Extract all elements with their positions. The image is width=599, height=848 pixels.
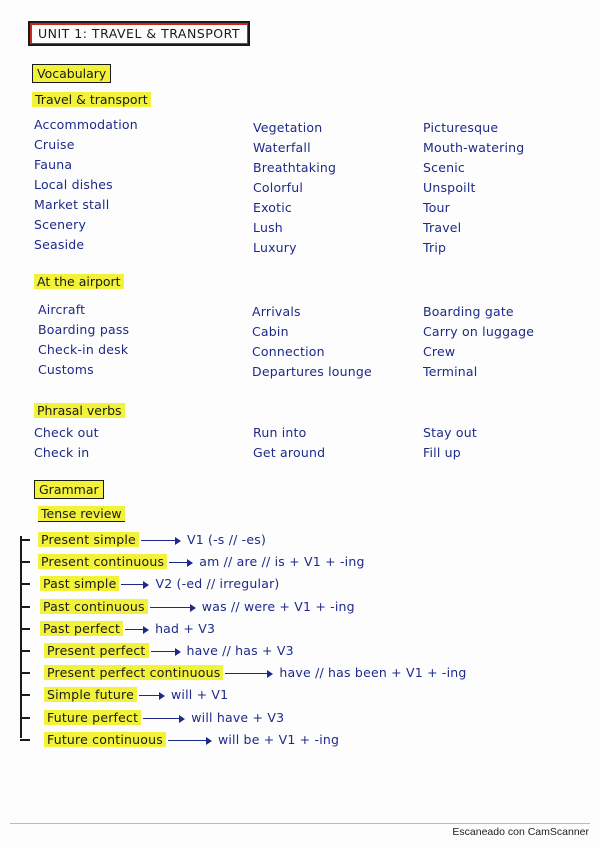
- vocab-word: Vegetation: [253, 120, 323, 135]
- vocab-word: Unspoilt: [423, 180, 476, 195]
- tense-row: [38, 530, 266, 550]
- vocab-word: Check-in desk: [38, 342, 129, 357]
- tense-formula: will be + V1 + -ing: [217, 732, 340, 747]
- bracket-tick: [20, 650, 30, 652]
- vocab-word: Luxury: [253, 240, 297, 255]
- tense-name: Present perfect continuous: [44, 665, 223, 680]
- arrow-icon: [225, 673, 271, 675]
- tense-formula: will have + V3: [191, 710, 285, 725]
- scanner-watermark: Escaneado con CamScanner: [452, 826, 589, 838]
- vocab-word: Scenic: [423, 160, 465, 175]
- tense-row: [44, 663, 467, 683]
- vocab-word: Travel: [423, 220, 462, 235]
- bracket-tick: [20, 539, 30, 541]
- tense-formula: V2 (-ed // irregular): [155, 576, 280, 591]
- tense-row: [40, 597, 355, 617]
- vocab-word: Picturesque: [423, 120, 499, 135]
- vocab-word: Exotic: [253, 200, 293, 215]
- vocab-word: Boarding gate: [423, 304, 514, 319]
- tense-formula: V1 (-s // -es): [186, 532, 267, 547]
- arrow-icon: [151, 651, 179, 653]
- tense-name: Past perfect: [40, 621, 123, 636]
- vocab-word: Boarding pass: [38, 322, 130, 337]
- vocab-word: Run into: [253, 425, 307, 440]
- vocab-word: Mouth-watering: [423, 140, 525, 155]
- vocab-word: Customs: [38, 362, 94, 377]
- tense-formula: had + V3: [155, 621, 216, 636]
- tense-heading: Tense review: [38, 506, 125, 521]
- arrow-icon: [125, 629, 147, 631]
- vocab-word: Seaside: [34, 237, 85, 252]
- tense-row: [44, 708, 284, 728]
- vocab-word: Scenery: [34, 217, 87, 232]
- tense-formula: have // has been + V1 + -ing: [279, 665, 467, 680]
- vocab-word: Breathtaking: [253, 160, 337, 175]
- bracket-tick: [20, 606, 30, 608]
- phrasal-heading: Phrasal verbs: [34, 403, 125, 418]
- vocab-word: Check out: [34, 425, 99, 440]
- arrow-icon: [169, 562, 191, 564]
- tense-formula: am // are // is + V1 + -ing: [199, 554, 365, 569]
- travel-col-2: [253, 118, 336, 258]
- airport-col-2: [252, 302, 372, 382]
- tense-row: [44, 641, 294, 661]
- bracket-tick: [20, 739, 30, 741]
- tense-row: [40, 619, 215, 639]
- travel-heading: Travel & transport: [32, 92, 151, 107]
- vocab-word: Local dishes: [34, 177, 113, 192]
- unit-title: UNIT 1: TRAVEL & TRANSPORT: [28, 21, 250, 46]
- arrow-icon: [168, 740, 210, 742]
- tense-name: Future perfect: [44, 710, 141, 725]
- airport-col-1: [38, 300, 129, 380]
- bracket-tick: [20, 717, 30, 719]
- arrow-icon: [150, 607, 194, 609]
- vocab-word: Carry on luggage: [423, 324, 535, 339]
- vocabulary-heading: Vocabulary: [32, 66, 111, 81]
- vocab-word: Fauna: [34, 157, 73, 172]
- tense-formula: will + V1: [170, 687, 229, 702]
- footer-divider: [10, 823, 590, 824]
- bracket-tick: [20, 672, 30, 674]
- vocab-word: Cabin: [252, 324, 289, 339]
- tense-name: Future continuous: [44, 732, 166, 747]
- bracket-tick: [20, 628, 30, 630]
- bracket-tick: [20, 583, 30, 585]
- tense-name: Present continuous: [38, 554, 167, 569]
- tense-name: Past simple: [40, 576, 119, 591]
- vocab-word: Get around: [253, 445, 326, 460]
- tense-formula: have // has + V3: [186, 643, 294, 658]
- tense-row: [44, 685, 228, 705]
- vocab-word: Aircraft: [38, 302, 86, 317]
- airport-heading: At the airport: [34, 274, 124, 289]
- tense-name: Present perfect: [44, 643, 149, 658]
- vocab-word: Fill up: [423, 445, 461, 460]
- travel-col-3: [423, 118, 524, 258]
- tense-formula: was // were + V1 + -ing: [201, 599, 355, 614]
- vocab-word: Connection: [252, 344, 325, 359]
- tense-name: Simple future: [44, 687, 137, 702]
- arrow-icon: [143, 718, 183, 720]
- tense-row: [38, 552, 365, 572]
- vocab-word: Tour: [423, 200, 451, 215]
- arrow-icon: [121, 584, 147, 586]
- vocab-word: Arrivals: [252, 304, 301, 319]
- vocab-word: Stay out: [423, 425, 477, 440]
- vocab-word: Terminal: [423, 364, 478, 379]
- tense-name: Past continuous: [40, 599, 148, 614]
- travel-col-1: [34, 115, 138, 255]
- tense-bracket: [20, 536, 22, 738]
- airport-col-3: [423, 302, 534, 382]
- vocab-word: Crew: [423, 344, 456, 359]
- arrow-icon: [139, 695, 163, 697]
- tense-row: [44, 730, 339, 750]
- tense-name: Present simple: [38, 532, 139, 547]
- vocab-word: Colorful: [253, 180, 304, 195]
- bracket-tick: [20, 694, 30, 696]
- tense-row: [40, 574, 280, 594]
- vocab-word: Waterfall: [253, 140, 311, 155]
- vocab-word: Trip: [423, 240, 447, 255]
- vocab-word: Market stall: [34, 197, 110, 212]
- phrasal-col-3: [423, 423, 477, 463]
- bracket-tick: [20, 561, 30, 563]
- vocab-word: Departures lounge: [252, 364, 372, 379]
- grammar-heading: Grammar: [34, 482, 104, 497]
- phrasal-col-2: [253, 423, 325, 463]
- vocab-word: Accommodation: [34, 117, 138, 132]
- arrow-icon: [141, 540, 179, 542]
- vocab-word: Lush: [253, 220, 283, 235]
- phrasal-col-1: [34, 423, 99, 463]
- vocab-word: Cruise: [34, 137, 75, 152]
- vocab-word: Check in: [34, 445, 90, 460]
